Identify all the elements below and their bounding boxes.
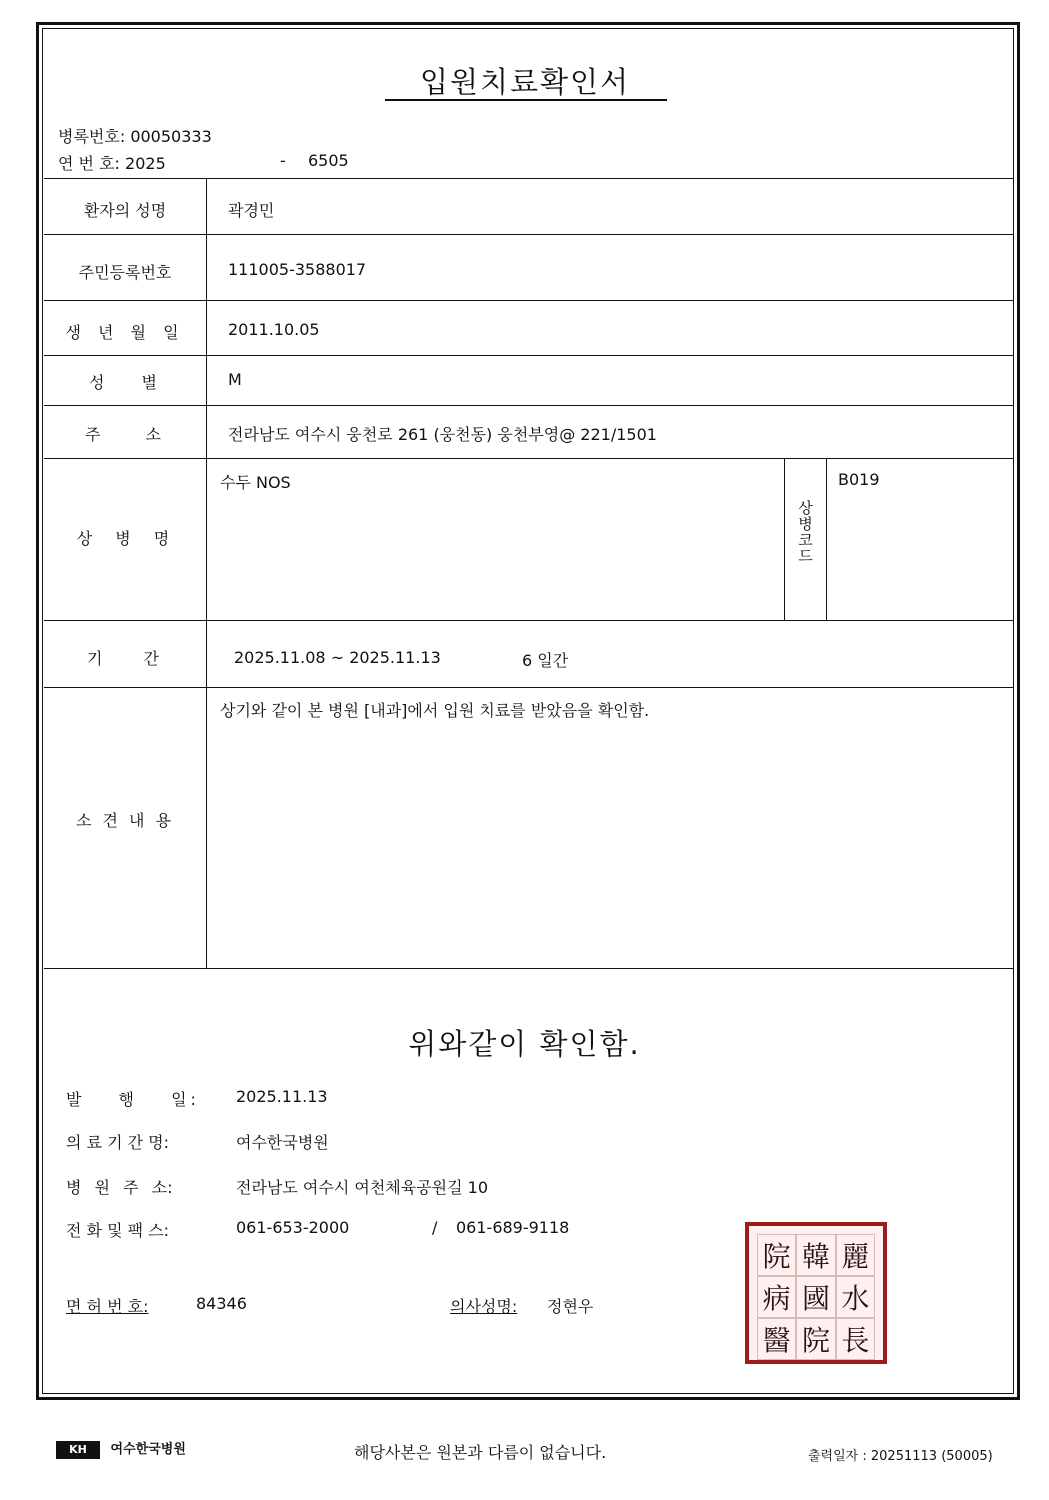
serial-label: 연 번 호: bbox=[58, 154, 120, 173]
fax-separator: / bbox=[432, 1218, 438, 1237]
table-line bbox=[44, 458, 1014, 459]
print-date: 20251113 bbox=[870, 1449, 938, 1464]
record-number-label: 병록번호: bbox=[58, 127, 126, 146]
doctor-label: 의사성명: bbox=[450, 1297, 518, 1316]
sex: M bbox=[228, 370, 242, 389]
print-label: 출력일자 : bbox=[808, 1449, 867, 1464]
period-range: 2025.11.08 ~ 2025.11.13 bbox=[234, 648, 441, 667]
sex-label-text: 성 별 bbox=[89, 373, 161, 392]
label-column-divider bbox=[206, 178, 207, 968]
logo-text: 여수한국병원 bbox=[110, 1442, 186, 1457]
hospital-name: 여수한국병원 bbox=[236, 1133, 329, 1152]
seal-char: 韓 bbox=[796, 1234, 835, 1276]
rrn: 111005-3588017 bbox=[228, 260, 367, 279]
license-label: 면 허 번 호: bbox=[66, 1297, 149, 1316]
table-line bbox=[44, 178, 1014, 179]
hospital-address: 전라남도 여수시 여천체육공원길 10 bbox=[236, 1178, 489, 1197]
fax: 061-689-9118 bbox=[456, 1218, 570, 1237]
sex-label bbox=[44, 370, 206, 393]
seal-grid bbox=[757, 1234, 875, 1357]
document-title: 입원치료확인서 bbox=[419, 65, 631, 99]
code-column-divider bbox=[784, 458, 785, 620]
seal-char: 水 bbox=[836, 1276, 875, 1318]
diagnosis-code-label: 상병코드 bbox=[796, 500, 814, 564]
serial-number-line bbox=[58, 151, 166, 174]
period-label-text: 기 간 bbox=[87, 649, 163, 668]
dob-label bbox=[44, 320, 206, 343]
hospital-name-label-text: 의 료 기 간 명: bbox=[66, 1133, 170, 1152]
table-line bbox=[44, 300, 1014, 301]
table-line bbox=[44, 620, 1014, 621]
diagnosis-name: 수두 NOS bbox=[220, 473, 291, 492]
dob: 2011.10.05 bbox=[228, 320, 320, 339]
title-underline bbox=[385, 99, 667, 101]
seal-char: 長 bbox=[836, 1318, 875, 1360]
logo-mark: KH bbox=[56, 1441, 100, 1459]
address: 전라남도 여수시 웅천로 261 (웅천동) 웅천부영@ 221/1501 bbox=[228, 425, 657, 444]
hospital-seal bbox=[745, 1222, 887, 1364]
opinion-label-text: 소 견 내 용 bbox=[75, 811, 175, 830]
issue-date-label bbox=[66, 1087, 202, 1110]
address-label-text: 주 소 bbox=[85, 425, 165, 444]
phone-fax-label bbox=[66, 1218, 202, 1241]
issue-date-label-text: 발 행 일: bbox=[66, 1090, 200, 1109]
seal-char: 醫 bbox=[757, 1318, 796, 1360]
seal-char: 國 bbox=[796, 1276, 835, 1318]
phone: 061-653-2000 bbox=[236, 1218, 350, 1237]
serial-year: 2025 bbox=[125, 154, 166, 173]
phone-fax-label-text: 전 화 및 팩 스: bbox=[66, 1221, 170, 1240]
table-line bbox=[44, 234, 1014, 235]
table-line bbox=[44, 405, 1014, 406]
table-line bbox=[44, 968, 1014, 969]
license-number: 84346 bbox=[196, 1294, 247, 1313]
dob-label-text: 생 년 월 일 bbox=[65, 323, 185, 342]
diagnosis-label-text: 상 병 명 bbox=[76, 529, 174, 548]
period-label bbox=[44, 646, 206, 669]
issue-date: 2025.11.13 bbox=[236, 1087, 328, 1106]
seal-char: 麗 bbox=[836, 1234, 875, 1276]
table-line bbox=[44, 355, 1014, 356]
copy-notice: 해당사본은 원본과 다름이 없습니다. bbox=[354, 1443, 607, 1462]
serial-dash: - bbox=[280, 151, 286, 170]
diagnosis-label bbox=[44, 526, 206, 549]
record-number: 00050333 bbox=[130, 127, 212, 146]
hospital-address-label-text: 병 원 주 소: bbox=[66, 1178, 173, 1197]
seal-char: 病 bbox=[757, 1276, 796, 1318]
patient-name: 곽경민 bbox=[228, 201, 275, 220]
hospital-logo bbox=[56, 1438, 246, 1460]
hospital-address-label bbox=[66, 1175, 202, 1198]
confirmation-statement: 위와같이 확인함. bbox=[408, 1027, 641, 1061]
seal-char: 院 bbox=[757, 1234, 796, 1276]
table-line bbox=[44, 687, 1014, 688]
opinion-label bbox=[44, 808, 206, 831]
print-code: (50005) bbox=[941, 1449, 993, 1464]
code-column-divider bbox=[826, 458, 827, 620]
period-days: 6 일간 bbox=[522, 651, 569, 670]
print-info bbox=[808, 1445, 993, 1464]
diagnosis-code: B019 bbox=[838, 470, 880, 489]
doctor-name: 정현우 bbox=[547, 1297, 594, 1316]
address-label bbox=[44, 422, 206, 445]
opinion-text: 상기와 같이 본 병원 [내과]에서 입원 치료를 받았음을 확인함. bbox=[220, 701, 650, 720]
rrn-label: 주민등록번호 bbox=[78, 263, 172, 282]
serial-number: 6505 bbox=[308, 151, 349, 170]
patient-name-label: 환자의 성명 bbox=[83, 201, 167, 220]
seal-char: 院 bbox=[796, 1318, 835, 1360]
hospital-name-label bbox=[66, 1130, 202, 1153]
record-number-line bbox=[58, 124, 212, 147]
